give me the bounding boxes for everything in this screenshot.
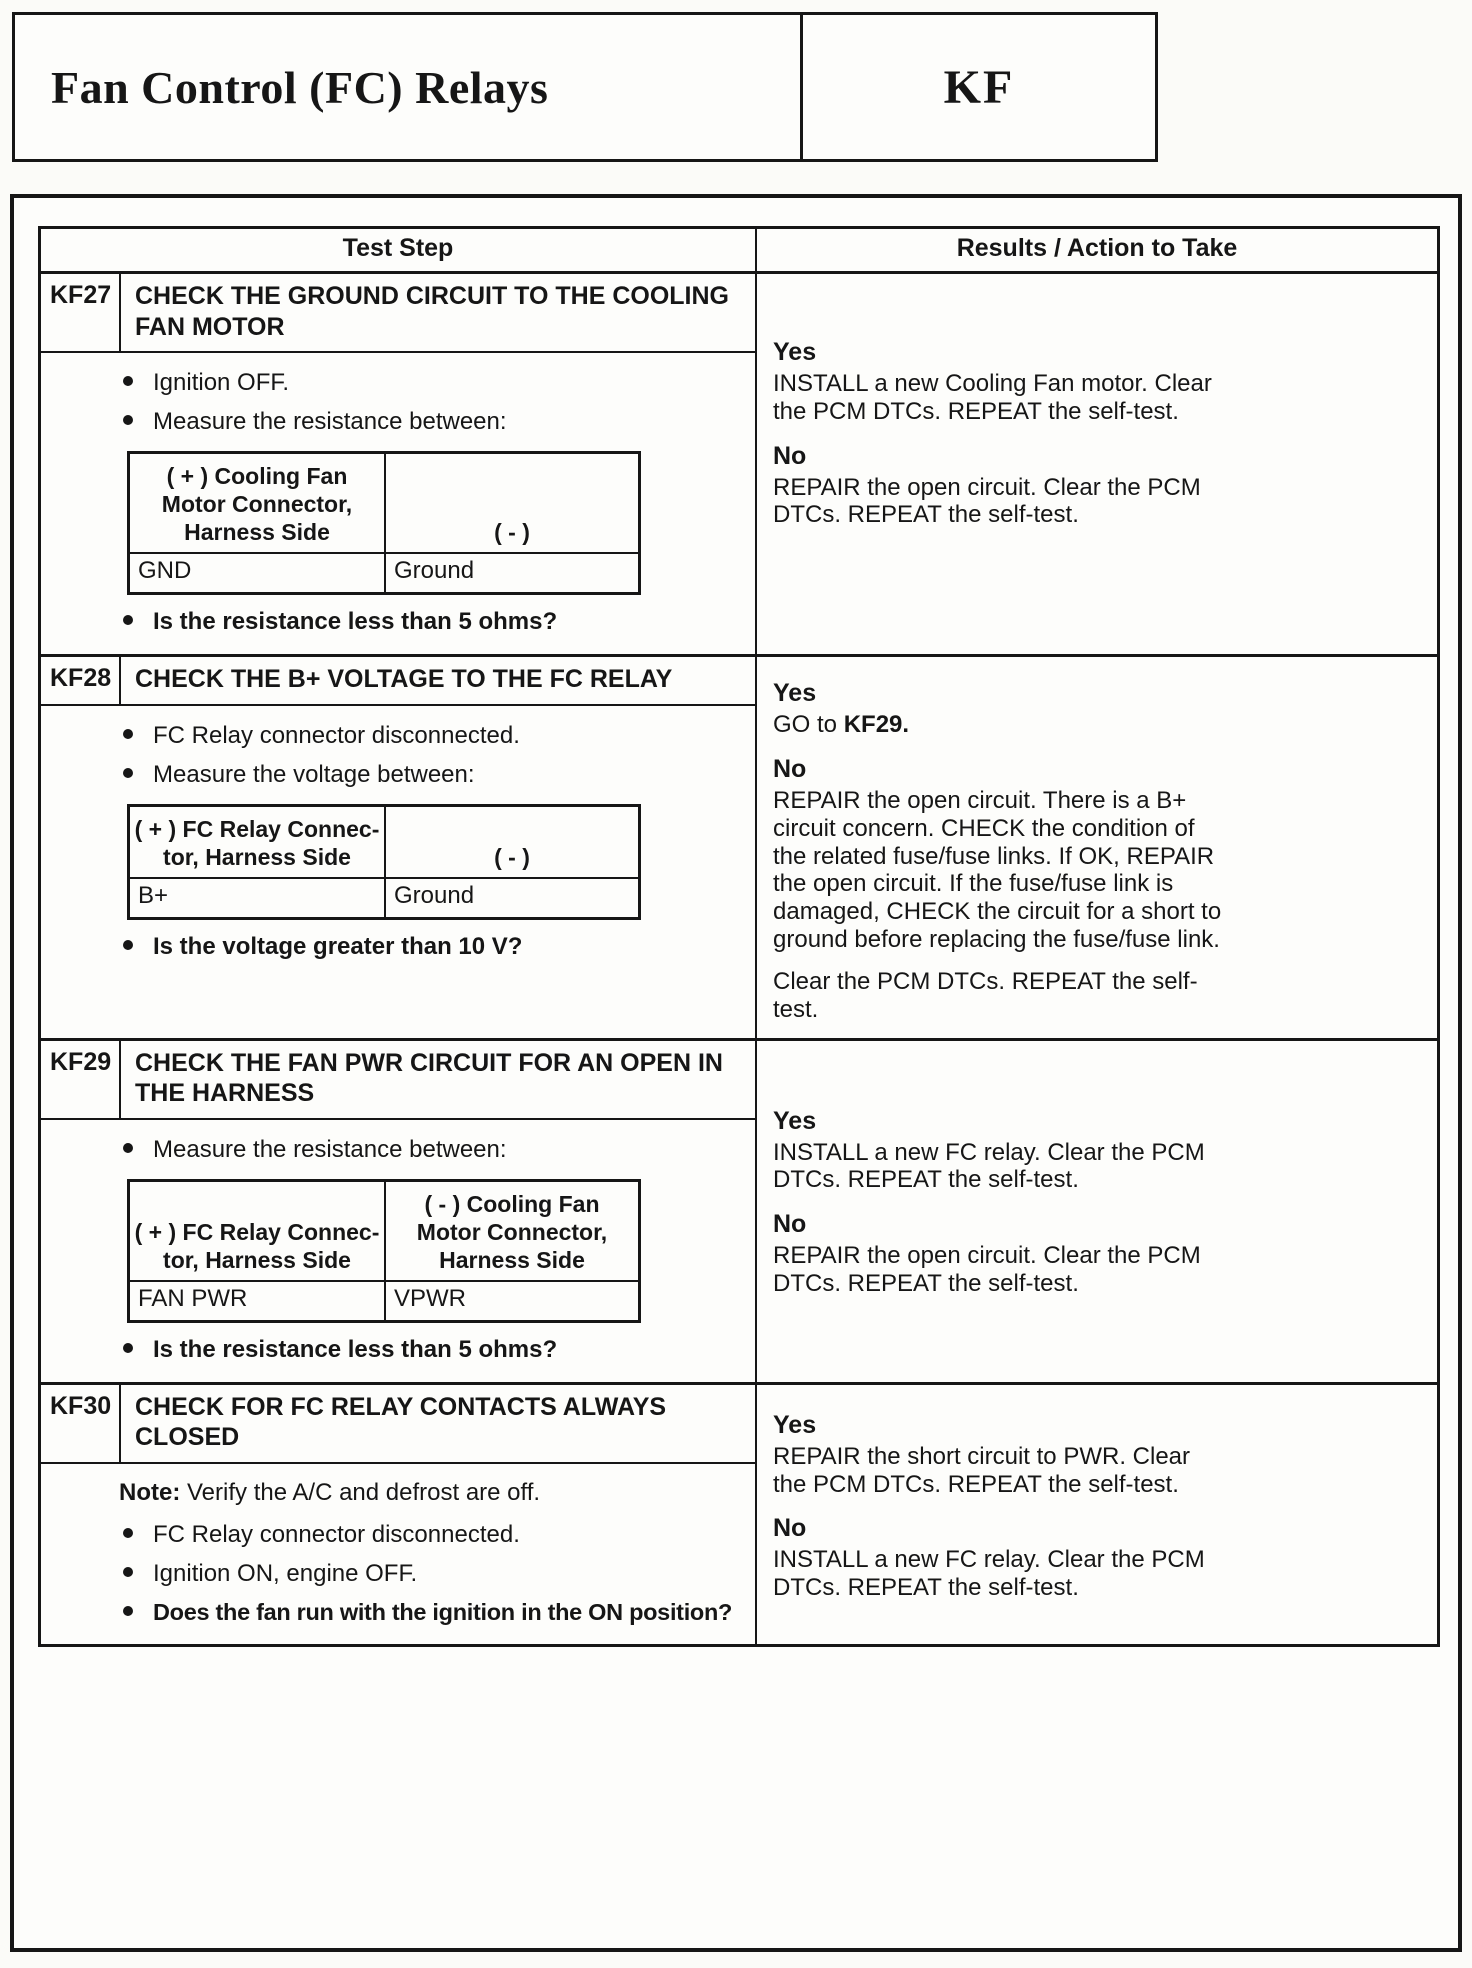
title-block xyxy=(12,12,1158,162)
bullet-icon xyxy=(123,376,133,386)
column-header-test-step: Test Step xyxy=(41,229,757,271)
step-body xyxy=(41,706,755,1038)
negative-lead-header: ( - ) xyxy=(384,807,638,877)
step-title: CHECK THE B+ VOLTAGE TO THE FC RELAY xyxy=(135,665,673,694)
negative-lead-header: ( - ) Cooling Fan Motor Connector, Harness Side xyxy=(384,1182,638,1280)
question-text: Is the voltage greater than 10 V? xyxy=(153,932,523,960)
no-action: REPAIR the open circuit. There is a B+ circuit concern. CHECK the condition of the related fuse/fuse links. If OK, REPAIR the open circuit. If the fuse/fuse link is damaged, CHECK the circuit for a short to ground before replacing the fuse/fuse link. xyxy=(773,786,1222,954)
question-bullet xyxy=(41,1335,749,1365)
test-step-kf29 xyxy=(41,1038,1437,1382)
question-bullet xyxy=(41,607,749,637)
bullet-icon xyxy=(123,768,133,778)
instruction-text: Measure the resistance between: xyxy=(153,408,507,435)
instruction-text: Ignition ON, engine OFF. xyxy=(153,1559,418,1587)
yes-action xyxy=(773,711,1223,739)
positive-lead-value: GND xyxy=(138,557,192,585)
no-action: INSTALL a new FC relay. Clear the PCM DTCs. REPEAT the self-test. xyxy=(773,1546,1205,1602)
step-id: KF30 xyxy=(41,1385,121,1462)
test-step-cell xyxy=(41,274,757,654)
instruction-text: Measure the voltage between: xyxy=(153,760,475,788)
positive-lead-value: B+ xyxy=(138,881,169,909)
test-step-cell xyxy=(41,1041,757,1382)
yes-action: INSTALL a new Cooling Fan motor. Clear the PCM DTCs. REPEAT the self-test. xyxy=(773,370,1212,425)
table-header-row xyxy=(41,229,1437,271)
instruction-text: FC Relay connector disconnected. xyxy=(153,1520,520,1548)
question-text: Is the resistance less than 5 ohms? xyxy=(153,1335,558,1363)
step-title: CHECK THE GROUND CIRCUIT TO THE COOLING FAN MOTOR xyxy=(135,282,729,341)
negative-lead-value: VPWR xyxy=(384,1282,638,1320)
bullet-icon xyxy=(123,729,133,739)
yes-action: REPAIR the short circuit to PWR. Clear the PCM DTCs. REPEAT the self-test. xyxy=(773,1442,1190,1498)
step-body xyxy=(41,1120,755,1382)
question-bullet xyxy=(41,932,749,962)
instruction-bullet xyxy=(41,407,749,437)
bullet-icon xyxy=(123,1528,133,1538)
instruction-text: Ignition OFF. xyxy=(153,369,290,396)
bullet-icon xyxy=(123,615,133,625)
test-step-cell xyxy=(41,1385,757,1644)
bullet-icon xyxy=(123,1567,133,1577)
note-text: Verify the A/C and defrost are off. xyxy=(187,1478,541,1506)
step-title: CHECK FOR FC RELAY CONTACTS ALWAYS CLOSED xyxy=(135,1392,667,1452)
instruction-bullet xyxy=(41,721,749,751)
test-step-kf28 xyxy=(41,654,1437,1037)
note-line xyxy=(119,1478,739,1508)
results-cell xyxy=(757,1041,1437,1382)
yes-label: Yes xyxy=(773,679,817,708)
bullet-icon xyxy=(123,1343,133,1353)
positive-lead-header: ( + ) FC Relay Connec-tor, Harness Side xyxy=(134,1218,380,1273)
negative-lead-header: ( - ) xyxy=(384,454,638,552)
step-header xyxy=(41,1041,755,1120)
question-text: Does the fan run with the ignition in the ON position? xyxy=(153,1598,733,1625)
results-cell xyxy=(757,1385,1437,1644)
question-text: Is the resistance less than 5 ohms? xyxy=(153,608,558,636)
step-header xyxy=(41,1385,755,1464)
no-label: No xyxy=(773,1210,807,1239)
bullet-icon xyxy=(123,415,133,425)
no-label: No xyxy=(773,1514,807,1543)
negative-lead-value: Ground xyxy=(384,879,638,917)
positive-lead-header: ( + ) FC Relay Connec-tor, Harness Side xyxy=(134,815,380,870)
results-cell xyxy=(757,657,1437,1037)
measurement-table xyxy=(127,804,641,920)
title-cell xyxy=(15,15,803,159)
yes-label: Yes xyxy=(773,1106,817,1135)
measurement-value-row xyxy=(130,554,638,592)
negative-lead-value: Ground xyxy=(384,554,638,592)
pinpoint-test-table xyxy=(38,226,1440,1647)
note-label: Note: xyxy=(119,1478,181,1506)
step-id: KF28 xyxy=(41,657,121,704)
yes-label: Yes xyxy=(773,1410,817,1439)
content-frame xyxy=(10,194,1462,1952)
bullet-icon xyxy=(123,940,133,950)
step-id: KF29 xyxy=(41,1041,121,1118)
measurement-header-row xyxy=(130,454,638,554)
yes-label: Yes xyxy=(773,338,817,366)
no-label: No xyxy=(773,441,807,470)
yes-action: INSTALL a new FC relay. Clear the PCM DTCs. REPEAT the self-test. xyxy=(773,1138,1205,1194)
instruction-bullet xyxy=(41,760,749,790)
measurement-table xyxy=(127,1179,641,1323)
step-title: CHECK THE FAN PWR CIRCUIT FOR AN OPEN IN THE HARNESS xyxy=(135,1048,723,1108)
instruction-bullet xyxy=(41,1520,749,1550)
results-cell xyxy=(757,274,1437,654)
section-code: KF xyxy=(943,60,1015,114)
column-header-results: Results / Action to Take xyxy=(956,234,1238,262)
step-id: KF27 xyxy=(41,274,121,351)
positive-lead-header: ( + ) Cooling Fan Motor Connector, Harness Side xyxy=(161,463,353,546)
instruction-text: Measure the resistance between: xyxy=(153,1135,507,1163)
positive-lead-value: FAN PWR xyxy=(138,1284,248,1312)
instruction-bullet xyxy=(41,368,749,398)
no-action: REPAIR the open circuit. Clear the PCM DTCs. REPEAT the self-test. xyxy=(773,1242,1201,1298)
page-title: Fan Control (FC) Relays xyxy=(51,61,549,113)
no-label: No xyxy=(773,754,807,783)
measurement-value-row xyxy=(130,1282,638,1320)
instruction-bullet xyxy=(41,1559,749,1589)
test-step-cell xyxy=(41,657,757,1037)
measurement-header-row xyxy=(130,807,638,879)
step-header xyxy=(41,657,755,706)
section-code-cell xyxy=(803,15,1155,159)
test-step-kf30 xyxy=(41,1382,1437,1644)
step-body xyxy=(41,1464,755,1644)
measurement-table xyxy=(127,451,641,595)
step-header xyxy=(41,274,755,353)
question-bullet xyxy=(41,1598,749,1627)
measurement-header-row xyxy=(130,1182,638,1282)
bullet-icon xyxy=(123,1143,133,1153)
yes-action-text: GO to xyxy=(773,711,838,739)
step-reference: KF29. xyxy=(843,711,910,739)
instruction-bullet xyxy=(41,1135,749,1165)
step-body xyxy=(41,353,755,654)
measurement-value-row xyxy=(130,879,638,917)
instruction-text: FC Relay connector disconnected. xyxy=(153,721,520,749)
no-action: REPAIR the open circuit. Clear the PCM DTCs. REPEAT the self-test. xyxy=(773,473,1201,529)
test-step-kf27 xyxy=(41,271,1437,654)
no-action-continued: Clear the PCM DTCs. REPEAT the self-test. xyxy=(773,967,1198,1023)
bullet-icon xyxy=(123,1606,133,1616)
